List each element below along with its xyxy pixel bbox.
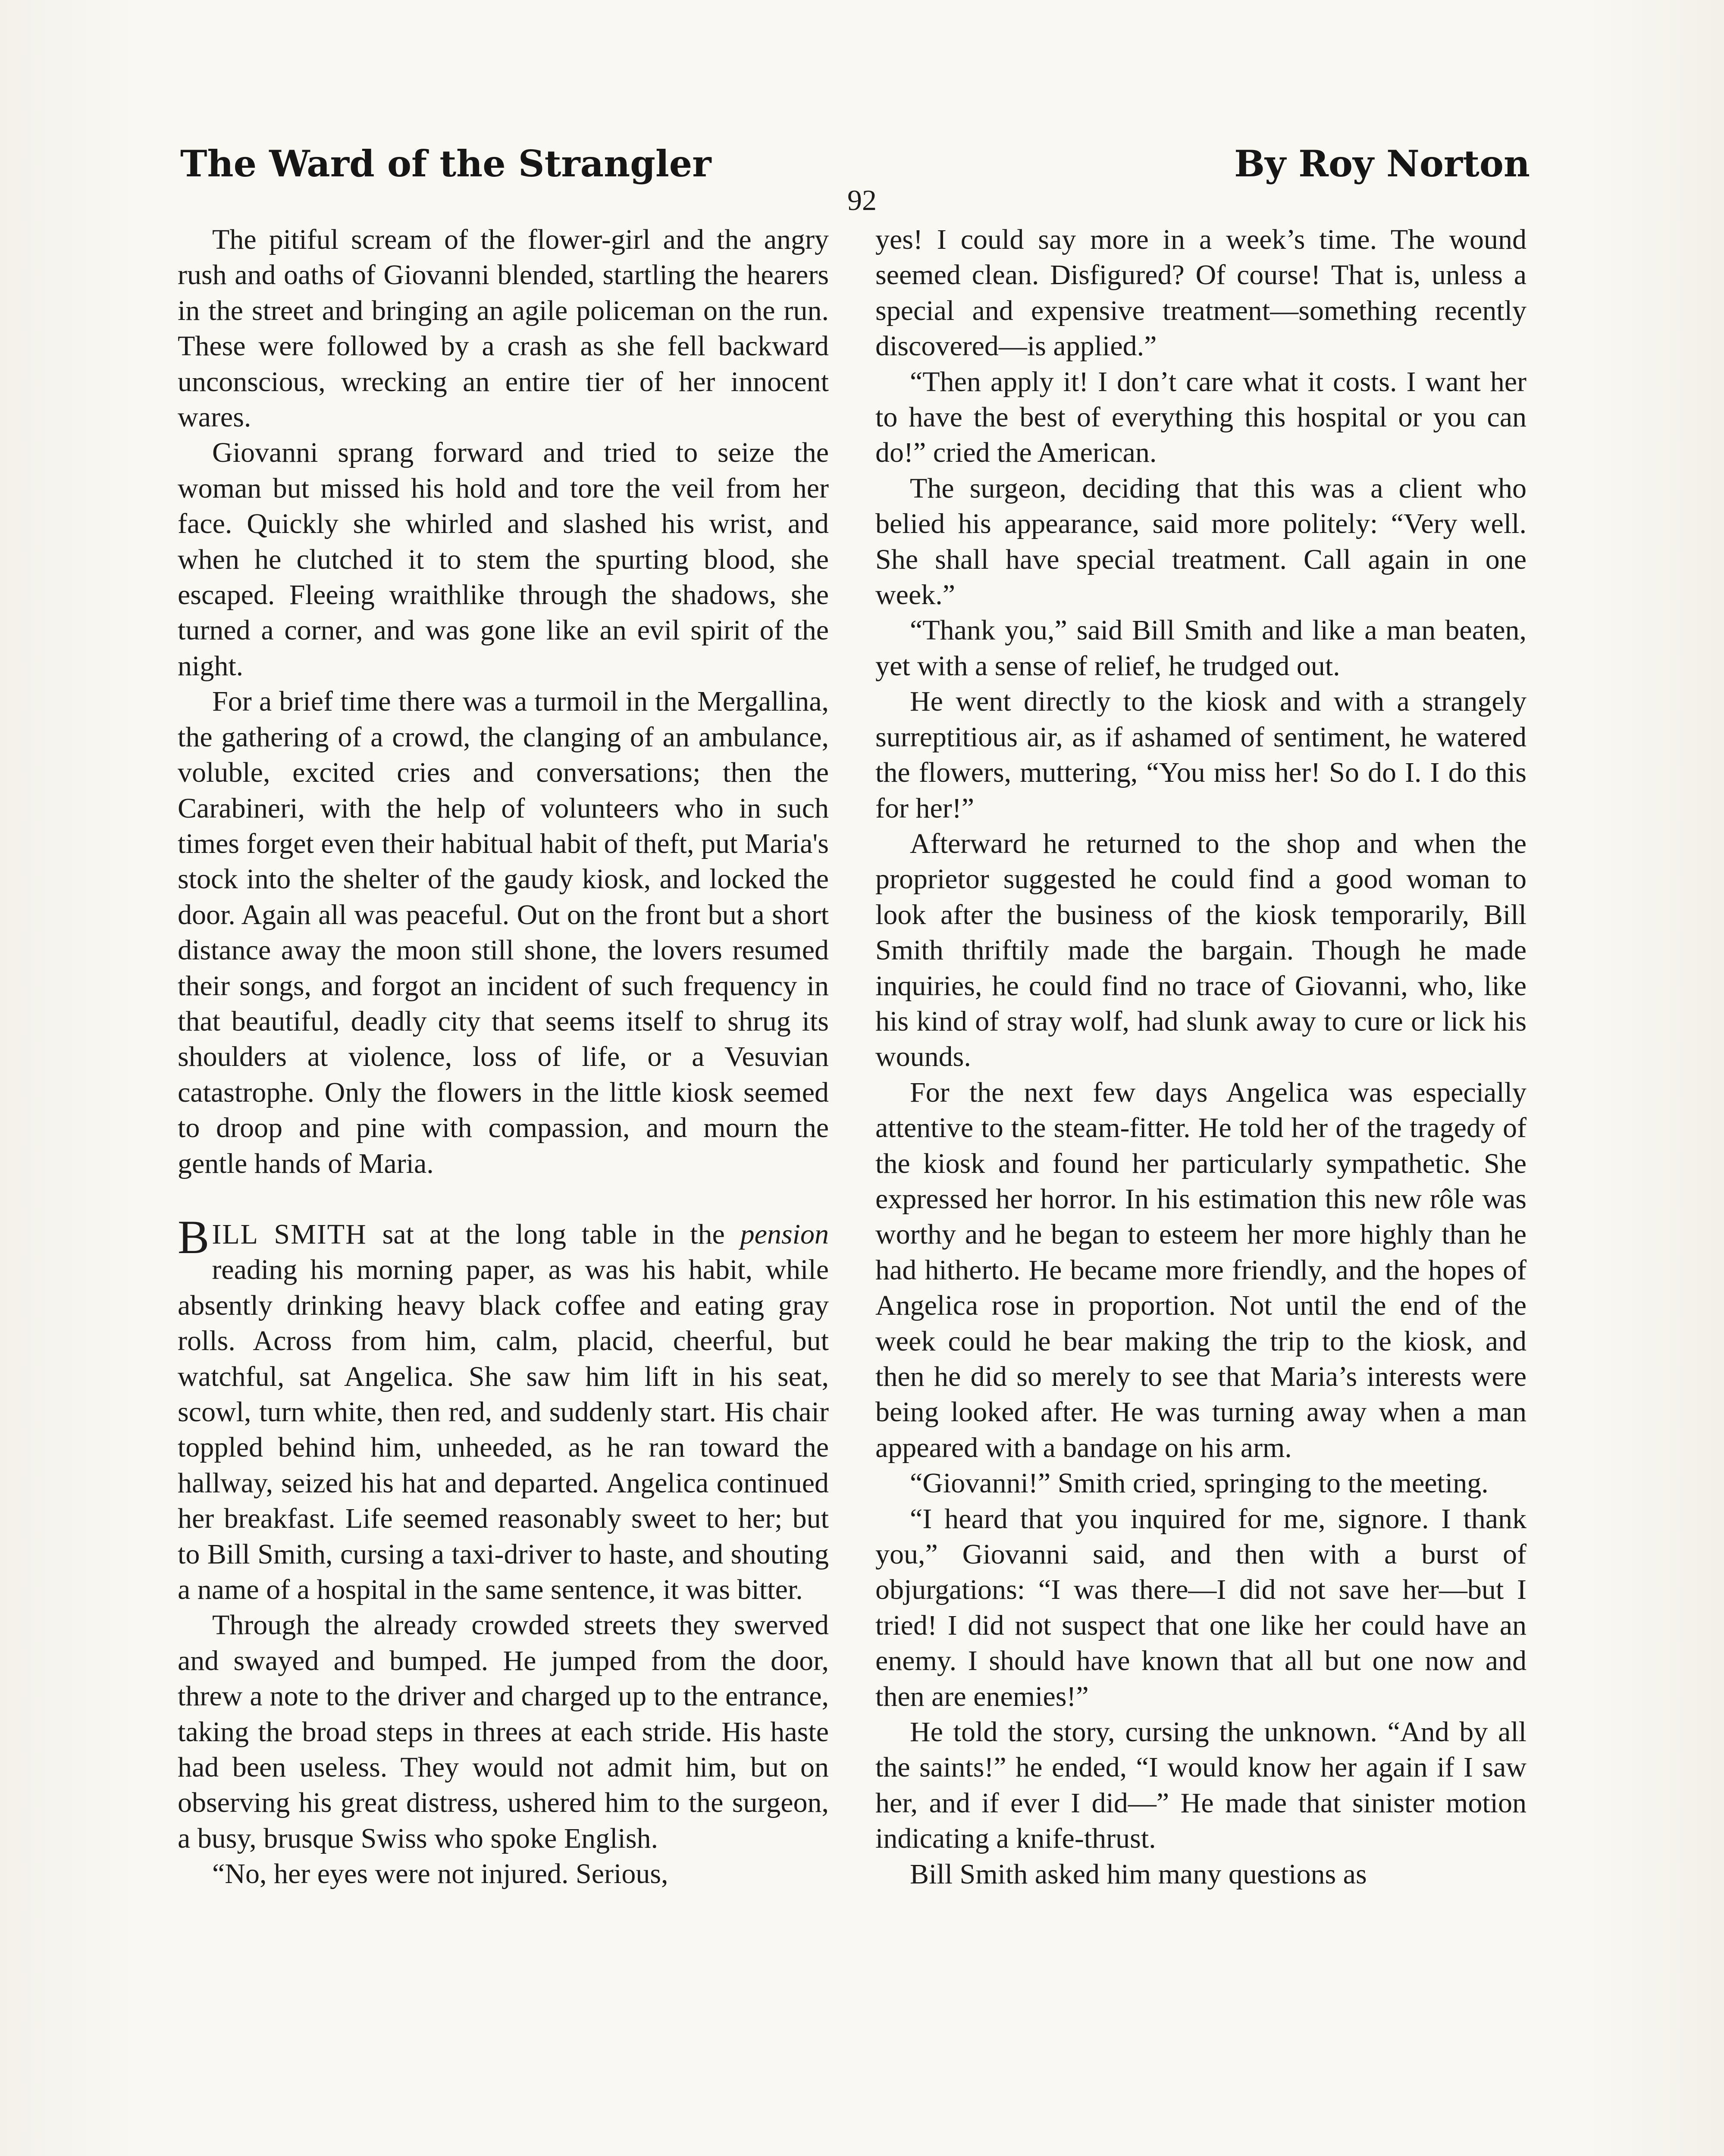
paragraph-text: sat at the long table in the xyxy=(367,1218,740,1250)
italic-word: pension xyxy=(740,1218,829,1250)
paragraph: For a brief time there was a turmoil in the Mergallina, the gathering of a crowd, the clanging of an ambulance, voluble, excited cries and conversations; then the Carabineri, with the help of volunteers who in such times forget even their habitual habit of theft, put Maria's stock into the shelter of the gaudy kiosk, and locked the door. Again all was peaceful. Out on the front but a short distance away the moon still shone, the lovers resumed their songs, and forgot an incident of such frequency in that beautiful, deadly city that seems itself to shrug its shoulders at violence, loss of life, or a Vesuvian catastrophe. Only the flowers in the little kiosk seemed to droop and pine with compassion, and mourn the gentle hands of Maria. xyxy=(178,686,829,1179)
right-column xyxy=(875,222,1527,1892)
section-opening-paragraph xyxy=(178,1210,829,1608)
paragraph: “No, her eyes were not injured. Serious, xyxy=(212,1858,668,1890)
paragraph: For the next few days Angelica was especially attentive to the steam-fitter. He told her of the tragedy of the kiosk and found her particularly sympathetic. She expressed her horror. In his estimation this new rôle was worthy and he began to esteem her more highly than he had hitherto. He became more friendly, and the hopes of Angelica rose in proportion. Not until the end of the week could he bear making the trip to the kiosk, and then he did so merely to see that Maria’s interests were being looked after. He was turning away when a man appeared with a bandage on his arm. xyxy=(875,1076,1527,1463)
paragraph-text: reading his morning paper, as was his habit, while absently drinking heavy black coffee and eating gray rolls. Across from him, calm, placid, cheerful, but watchful, sat Angelica. She saw him lift in his seat, scowl, turn white, then red, and suddenly start. His chair toppled behind him, unheeded, as he ran toward the hallway, seized his hat and departed. Angelica continued her breakfast. Life seemed reasonably sweet to her; but to Bill Smith, cursing a taxi-driver to haste, and shouting a name of a hospital in the same sentence, it was bitter. xyxy=(178,1254,829,1606)
paragraph: The surgeon, deciding that this was a client who belied his appearance, said more politely: “Very well. She shall have special treatment. Call again in one week.” xyxy=(875,472,1527,611)
paragraph: Bill Smith asked him many questions as xyxy=(910,1858,1367,1890)
drop-cap: B xyxy=(178,1210,210,1263)
paragraph: He told the story, cursing the unknown. “And by all the saints!” he ended, “I would know her again if I saw her, and if ever I did—” He made that sinister motion indicating a knife-thrust. xyxy=(875,1716,1527,1855)
paragraph: “Then apply it! I don’t care what it costs. I want her to have the best of everything this hospital or you can do!” cried the American. xyxy=(875,366,1527,469)
paragraph: Afterward he returned to the shop and when the proprietor suggested he could find a good woman to look after the business of the kiosk temporarily, Bill Smith thriftily made the bargain. Though he made inquiries, he could find no trace of Giovanni, who, like his kind of stray wolf, had slunk away to cure or lick his wounds. xyxy=(875,827,1527,1073)
paragraph: Giovanni sprang forward and tried to seize the woman but missed his hold and tore the veil from her face. Quickly she whirled and slashed his wrist, and when he clutched it to stem the spurting blood, she escaped. Fleeing wraithlike through the shadows, she turned a corner, and was gone like an evil spirit of the night. xyxy=(178,437,829,682)
story-title: The Ward of the Strangler xyxy=(180,142,712,185)
lead-in-text: ILL SMITH xyxy=(212,1218,367,1250)
page-number: 92 xyxy=(847,184,877,216)
paragraph: yes! I could say more in a week’s time. The wound seemed clean. Disfigured? Of course! That is, unless a special and expensive treatment—something recently discovered—is applied.” xyxy=(875,224,1527,362)
paragraph: “Thank you,” said Bill Smith and like a man beaten, yet with a sense of relief, he trudged out. xyxy=(875,614,1527,682)
paragraph: The pitiful scream of the flower-girl and the angry rush and oaths of Giovanni blended, startling the hearers in the street and bringing an agile policeman on the run. These were followed by a crash as she fell backward unconscious, wrecking an entire tier of her innocent wares. xyxy=(178,224,829,433)
paragraph: He went directly to the kiosk and with a strangely surreptitious air, as if ashamed of sentiment, he watered the flowers, muttering, “You miss her! So do I. I do this for her!” xyxy=(875,686,1527,824)
paragraph: Through the already crowded streets they swerved and swayed and bumped. He jumped from the door, threw a note to the driver and charged up to the entrance, taking the broad steps in threes at each stride. His haste had been useless. They would not admit him, but on observing his great distress, ushered him to the surgeon, a busy, brusque Swiss who spoke English. xyxy=(178,1609,829,1854)
paragraph: “Giovanni!” Smith cried, springing to the meeting. xyxy=(910,1467,1489,1499)
left-column xyxy=(178,222,829,1892)
story-author: By Roy Norton xyxy=(1234,142,1530,185)
paragraph: “I heard that you inquired for me, signore. I thank you,” Giovanni said, and then with a burst of objurgations: “I was there—I did not save her—but I tried! I did not suspect that one like her could have an enemy. I should have known that all but one now and then are enemies!” xyxy=(875,1503,1527,1712)
